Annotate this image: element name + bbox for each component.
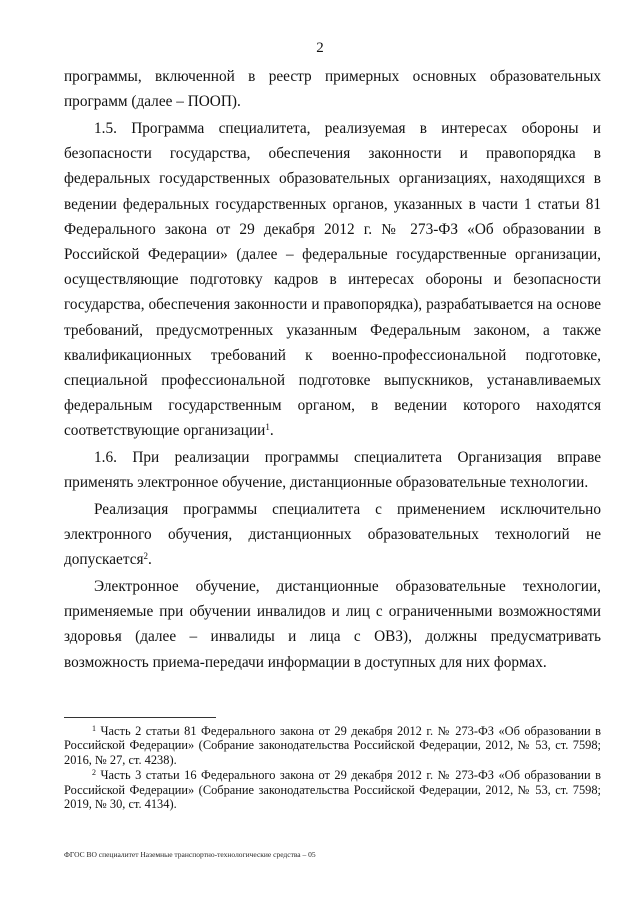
footnotes bbox=[64, 724, 601, 812]
body-text bbox=[64, 64, 601, 675]
page-number: 2 bbox=[316, 40, 324, 56]
paragraph-electronic-learning: Электронное обучение, дистанционные образовательные технологии, применяемые при обучении инвалидов и лиц с ограниченными возможностями здоровья (далее – инвалиды и лица с ОВЗ), должны предусматривать возможность приема-передачи информации в доступных для них формах. bbox=[64, 578, 601, 671]
footnote-text: Часть 2 статьи 81 Федерального закона от 29 декабря 2012 г. № 273-ФЗ «Об образовании в Российской Федерации» (Собрание законодательства Российской Федерации, 2012, № 53, ст. 7598; 2016, № 27, ст. 4238). bbox=[64, 724, 601, 767]
paragraph-1-6: 1.6. При реализации программы специалитета Организация вправе применять электронное обучение, дистанционные образовательные технологии. bbox=[64, 449, 601, 492]
footnote-mark: 1 bbox=[92, 724, 96, 733]
footnote-ref-2[interactable]: 2 bbox=[143, 551, 149, 562]
paragraph-realization-end: . bbox=[148, 551, 152, 569]
paragraph-continuation: программы, включенной в реестр примерных основных образовательных программ (далее – ПООП). bbox=[64, 68, 601, 111]
paragraph-realization-text: Реализация программы специалитета с применением исключительно электронного обучения, дистанционных образовательных технологий не допускается bbox=[64, 500, 601, 569]
paragraph-realization bbox=[64, 497, 601, 573]
paragraph-1-5 bbox=[64, 116, 601, 444]
footnote-mark: 2 bbox=[92, 768, 96, 778]
footnote-text: Часть 3 статьи 16 Федерального закона от 29 декабря 2012 г. № 273-ФЗ «Об образовании в Российской Федерации» (Собрание законодательства Российской Федерации, 2012, № 53, ст. 7598; 2019, № 30, ст. 4134). bbox=[64, 768, 601, 812]
page-footer: ФГОС ВО специалитет Наземные транспортно-технологические средства – 05 bbox=[64, 850, 316, 859]
footnote-divider bbox=[64, 717, 216, 718]
footnote bbox=[64, 724, 601, 767]
footnote bbox=[64, 768, 601, 811]
footnote-ref-1[interactable]: 1 bbox=[265, 422, 270, 433]
paragraph-1-5-end: . bbox=[269, 422, 274, 440]
paragraph-1-5-text: 1.5. Программа специалитета, реализуемая в интересах обороны и безопасности государства, обеспечения законности и правопорядка в федеральных государственных образовательных организациях, находящихся в ведении федеральных государственных органов, указанных в части 1 статьи 81 Федерального закона от 29 декабря 2012 г. № 273-ФЗ «Об образовании в Российской Федерации» (далее – федеральные государственные организации, осуществляющие подготовку кадров в интересах обороны и безопасности государства, обеспечения законности и правопорядка), разрабатывается на основе требований, предусмотренных указанным Федеральным законом, а также квалификационных требований к военно-профессиональной подготовке, специальной профессиональной подготовке выпускников, устанавливаемых федеральным государственным органом, в ведении которого находятся соответствующие организации bbox=[64, 119, 601, 440]
